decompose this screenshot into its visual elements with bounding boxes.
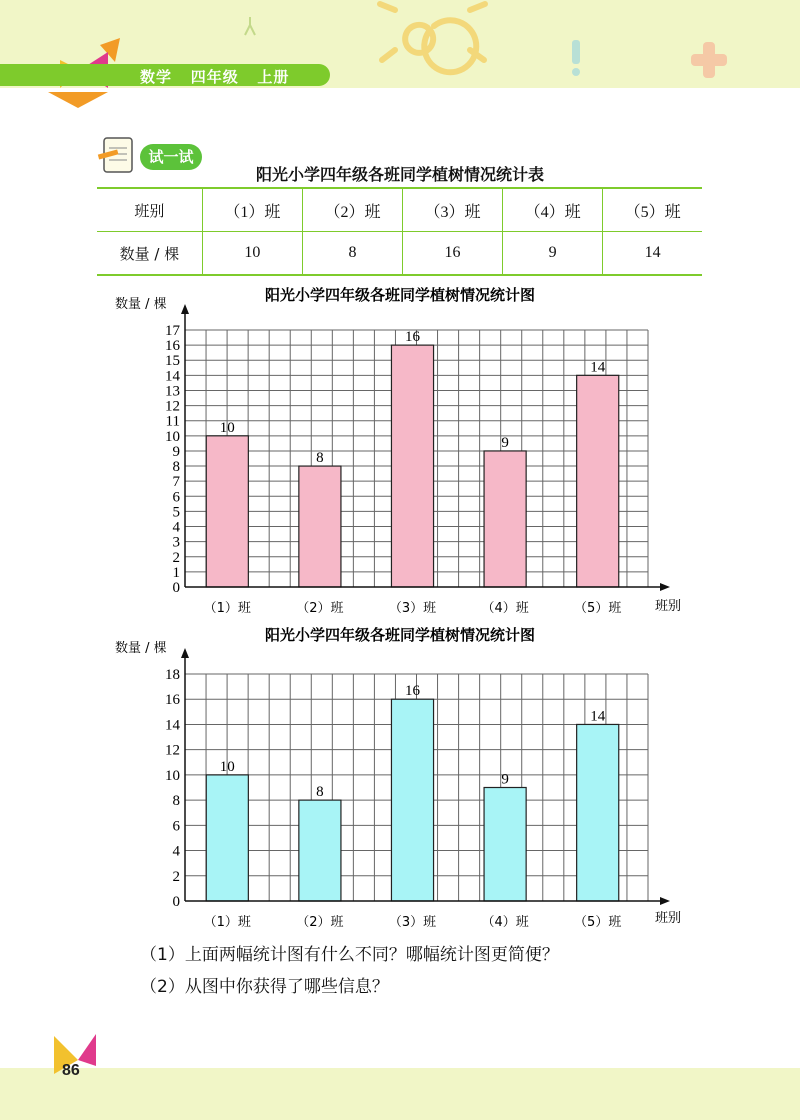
y-tick-label: 4 xyxy=(172,843,180,860)
bar xyxy=(484,451,526,587)
grade-label: 四年级 xyxy=(190,68,239,86)
y-tick-label: 2 xyxy=(172,549,180,566)
y-tick-label: 8 xyxy=(172,793,180,810)
bar-value-label: 14 xyxy=(590,708,606,725)
y-tick-label: 14 xyxy=(165,717,180,734)
x-tick-label: （1）班 xyxy=(203,601,251,616)
bar xyxy=(577,375,619,587)
y-tick-label: 0 xyxy=(172,894,180,910)
table-cell: （1）班 xyxy=(202,188,302,232)
bar-value-label: 10 xyxy=(219,758,235,775)
table-cell: （2）班 xyxy=(302,188,402,232)
y-tick-label: 0 xyxy=(172,580,180,596)
bottom-decoration-band xyxy=(0,1068,800,1120)
bar-value-label: 14 xyxy=(590,359,606,376)
table-row-class xyxy=(97,188,702,232)
x-tick-label: （4）班 xyxy=(481,601,529,616)
book-header xyxy=(140,66,289,87)
bar xyxy=(206,775,248,901)
x-tick-label: （5）班 xyxy=(574,915,622,930)
table-cell: 10 xyxy=(202,232,302,276)
sun-icon xyxy=(380,4,485,72)
x-axis-label: 班别 xyxy=(655,911,682,926)
x-axis-arrow-icon xyxy=(660,897,670,905)
y-tick-label: 17 xyxy=(165,323,180,339)
bar-value-label: 8 xyxy=(316,450,324,467)
y-tick-label: 10 xyxy=(165,428,180,445)
y-tick-label: 8 xyxy=(172,459,180,476)
row-header-class: 班别 xyxy=(97,188,202,232)
subject-label: 数学 xyxy=(140,68,173,86)
table-cell: （3）班 xyxy=(403,188,503,232)
question-2: （2）从图中你获得了哪些信息？ xyxy=(140,977,389,997)
bar-value-label: 16 xyxy=(405,329,420,346)
table-cell: 9 xyxy=(503,232,603,276)
table-title: 阳光小学四年级各班同学植树情况统计表 xyxy=(255,165,544,184)
y-axis-arrow-icon xyxy=(181,648,189,658)
y-tick-label: 5 xyxy=(172,504,180,521)
try-it-badge: 试一试 xyxy=(140,144,202,170)
bar-value-label: 9 xyxy=(501,771,509,788)
row-header-count: 数量 / 棵 xyxy=(97,232,202,276)
x-tick-label: （4）班 xyxy=(481,915,529,930)
y-tick-label: 11 xyxy=(165,413,180,430)
x-tick-label: （3）班 xyxy=(388,601,437,616)
star-doodle-icon xyxy=(245,17,255,35)
y-tick-label: 18 xyxy=(165,667,180,683)
y-axis-label: 数量 / 棵 xyxy=(115,641,167,656)
table-cell: （4）班 xyxy=(503,188,603,232)
x-tick-label: （5）班 xyxy=(574,601,622,616)
y-tick-label: 2 xyxy=(172,868,180,885)
y-tick-label: 4 xyxy=(172,519,180,536)
y-tick-label: 12 xyxy=(165,398,180,415)
x-axis-label: 班别 xyxy=(655,599,682,614)
bar xyxy=(484,788,526,902)
y-tick-label: 1 xyxy=(172,564,180,581)
x-tick-label: （1）班 xyxy=(203,915,251,930)
y-axis-label: 数量 / 棵 xyxy=(115,297,167,312)
y-tick-label: 15 xyxy=(165,353,180,370)
plus-icon xyxy=(691,42,727,78)
bar-value-label: 8 xyxy=(316,784,324,801)
table-cell: 8 xyxy=(302,232,402,276)
bar-value-label: 9 xyxy=(501,434,509,451)
statistics-table xyxy=(97,187,702,276)
y-axis-arrow-icon xyxy=(181,304,189,314)
volume-label: 上册 xyxy=(257,68,290,86)
page-number: 86 xyxy=(62,1062,80,1079)
bar-value-label: 16 xyxy=(405,683,420,700)
chart-title: 阳光小学四年级各班同学植树情况统计图 xyxy=(264,286,536,304)
bar xyxy=(206,436,248,587)
bar xyxy=(299,466,341,587)
bar-chart-1 xyxy=(0,280,800,620)
table-cell: 16 xyxy=(403,232,503,276)
bar xyxy=(299,800,341,901)
bar-chart-2 xyxy=(0,624,800,936)
question-1: （1）上面两幅统计图有什么不同？哪幅统计图更简便？ xyxy=(140,945,559,965)
table-row-count xyxy=(97,232,702,276)
y-tick-label: 10 xyxy=(165,767,180,784)
y-tick-label: 12 xyxy=(165,742,180,759)
bar xyxy=(391,699,433,901)
y-tick-label: 6 xyxy=(172,818,180,835)
header-decoration xyxy=(0,0,800,120)
y-tick-label: 16 xyxy=(165,338,180,355)
bar-value-label: 10 xyxy=(219,419,235,436)
y-tick-label: 9 xyxy=(172,443,180,460)
x-axis-arrow-icon xyxy=(660,583,670,591)
chart-title: 阳光小学四年级各班同学植树情况统计图 xyxy=(264,626,536,644)
table-cell: 14 xyxy=(603,232,702,276)
y-tick-label: 6 xyxy=(172,489,180,506)
x-tick-label: （2）班 xyxy=(296,915,344,930)
y-tick-label: 16 xyxy=(165,692,180,709)
exclamation-icon xyxy=(572,40,580,76)
y-tick-label: 14 xyxy=(165,368,180,385)
table-cell: （5）班 xyxy=(603,188,702,232)
y-tick-label: 13 xyxy=(165,383,180,400)
bar xyxy=(577,724,619,901)
x-tick-label: （2）班 xyxy=(296,601,344,616)
x-tick-label: （3）班 xyxy=(388,915,437,930)
bar xyxy=(391,345,433,587)
y-tick-label: 3 xyxy=(172,534,180,551)
y-tick-label: 7 xyxy=(172,474,180,491)
